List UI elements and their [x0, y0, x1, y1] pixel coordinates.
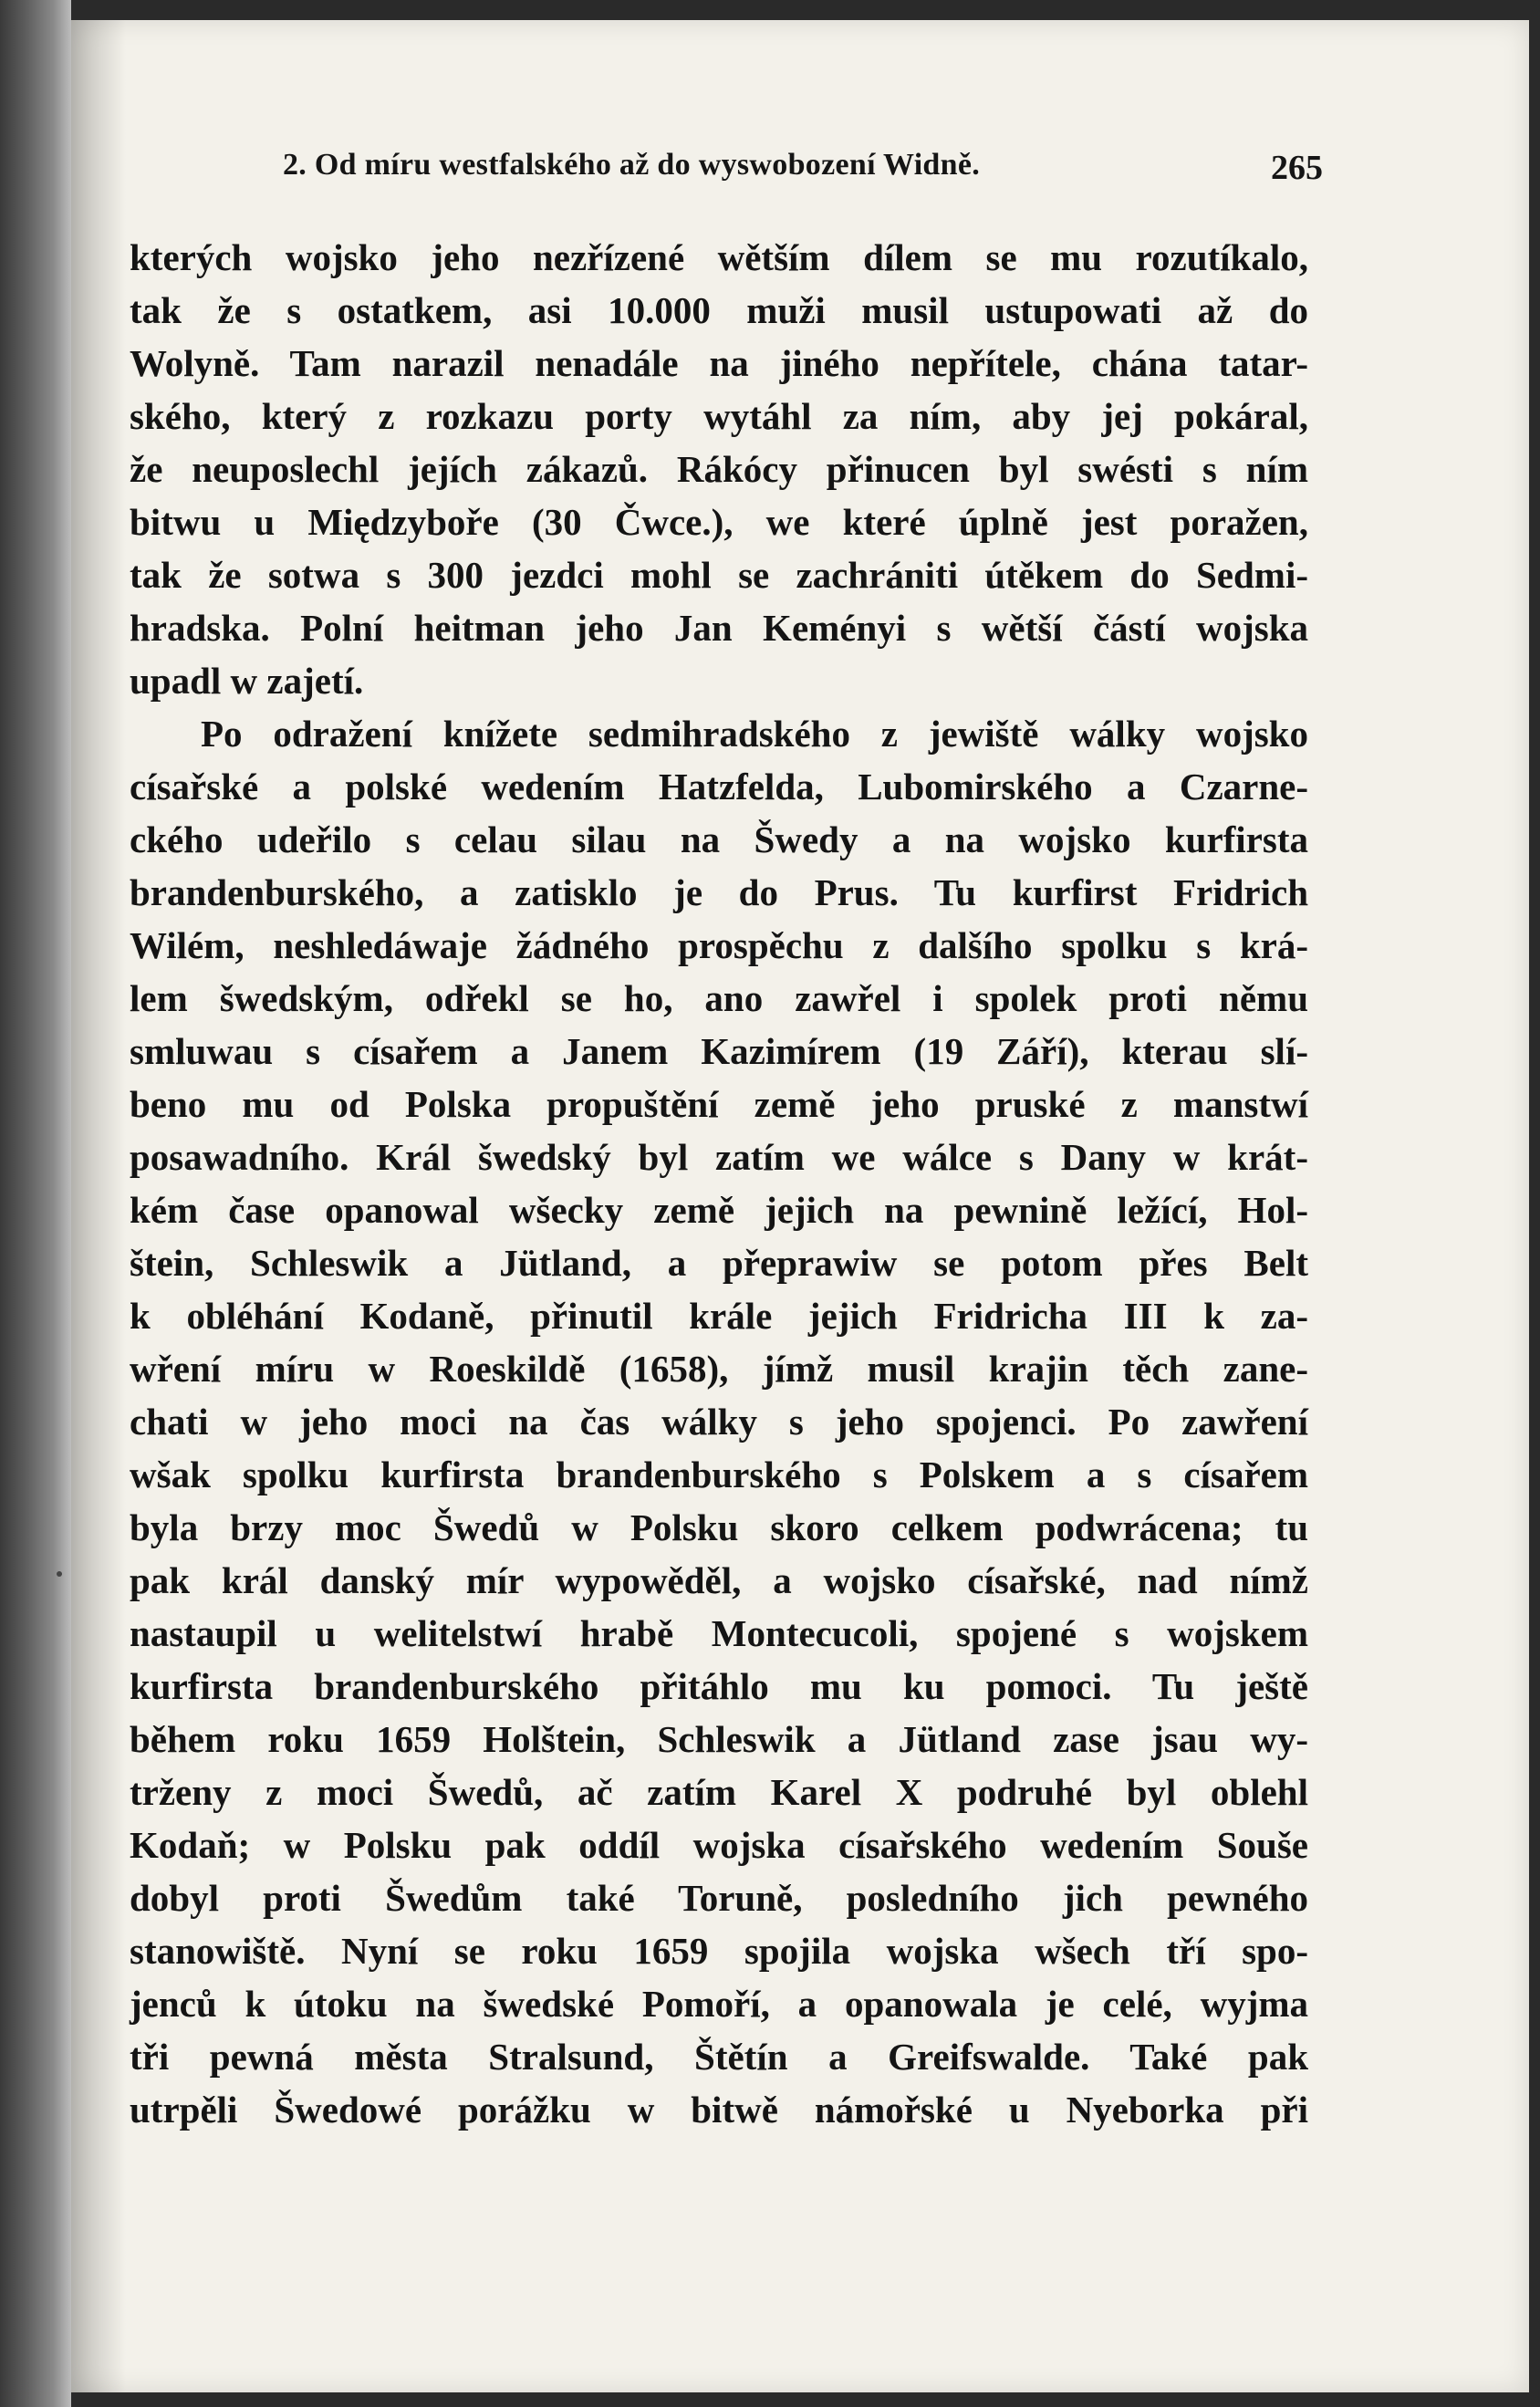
text-line: chati w jeho moci na čas wálky s jeho spojenci. Po zawření: [130, 1401, 1308, 1443]
text-line: wření míru w Roeskildě (1658), jímž musil krajin těch zane-: [130, 1348, 1308, 1390]
text-line: Kodaň; w Polsku pak oddíl wojska císařského wedením Souše: [130, 1824, 1308, 1866]
text-line: nastaupil u welitelstwí hrabě Montecucoli, spojené s wojskem: [130, 1612, 1308, 1654]
text-line: wšak spolku kurfirsta brandenburského s Polskem a s císařem: [130, 1454, 1308, 1495]
text-line: Wolyně. Tam narazil nenadále na jiného nepřítele, chána tatar-: [130, 342, 1308, 384]
scan-speck: [57, 1571, 62, 1577]
text-line: Wilém, neshledáwaje žádného prospěchu z dalšího spolku s krá-: [130, 924, 1308, 966]
text-line: kurfirsta brandenburského přitáhlo mu ku pomoci. Tu ještě: [130, 1665, 1308, 1707]
text-line: tak že sotwa s 300 jezdci mohl se zachrániti útěkem do Sedmi-: [130, 554, 1308, 596]
scan-left-edge: [0, 0, 71, 2407]
text-line: štein, Schleswik a Jütland, a přeprawiw se potom přes Belt: [130, 1242, 1308, 1284]
text-line: k obléhání Kodaně, přinutil krále jejich Fridricha III k za-: [130, 1295, 1308, 1337]
text-line: že neuposlechl jejích zákazů. Rákócy přinucen byl swésti s ním: [130, 448, 1308, 490]
text-line: kém čase opanowal wšecky země jejich na pewnině ležící, Hol-: [130, 1189, 1308, 1231]
text-line: tři pewná města Stralsund, Štětín a Greifswalde. Také pak: [130, 2036, 1308, 2078]
body-text: [130, 231, 1308, 2136]
text-line: ckého udeřilo s celau silau na Šwedy a na wojsko kurfirsta: [130, 818, 1308, 860]
text-line: dobyl proti Šwedům také Toruně, posledního jich pewného: [130, 1877, 1308, 1919]
text-line: brandenburského, a zatisklo je do Prus. Tu kurfirst Fridrich: [130, 871, 1308, 913]
text-line: lem šwedským, odřekl se ho, ano zawřel i spolek proti němu: [130, 977, 1308, 1019]
running-head: [283, 148, 1323, 203]
text-line: během roku 1659 Holštein, Schleswik a Jütland zase jsau wy-: [130, 1718, 1308, 1760]
text-line: jenců k útoku na šwedské Pomoří, a opanowala je celé, wyjma: [130, 1983, 1308, 2025]
text-line: kterých wojsko jeho nezřízené wětším dílem se mu rozutíkalo,: [130, 236, 1308, 278]
text-line: smluwau s císařem a Janem Kazimírem (19 Září), kterau slí-: [130, 1030, 1308, 1072]
text-line: posawadního. Král šwedský byl zatím we wálce s Dany w krát-: [130, 1136, 1308, 1178]
text-line: tak že s ostatkem, asi 10.000 muži musil ustupowati až do: [130, 289, 1308, 331]
text-line: utrpěli Šwedowé porážku w bitwě námořské u Nyeborka při: [130, 2089, 1308, 2131]
running-head-title: 2. Od míru westfalského až do wyswobození Widně.: [283, 148, 981, 182]
text-line: pak král danský mír wypowěděl, a wojsko císařské, nad nímž: [130, 1559, 1308, 1601]
text-line: beno mu od Polska propuštění země jeho pruské z manstwí: [130, 1083, 1308, 1125]
text-line: stanowiště. Nyní se roku 1659 spojila wojska wšech tří spo-: [130, 1930, 1308, 1972]
text-line: upadl w zajetí.: [130, 660, 364, 702]
page-gutter-shadow: [71, 20, 126, 2392]
text-line: bitwu u Międzyboře (30 Čwce.), we které úplně jest poražen,: [130, 501, 1308, 543]
page-number: 265: [1271, 149, 1323, 187]
text-line: císařské a polské wedením Hatzfelda, Lubomirského a Czarne-: [130, 766, 1308, 808]
text-line: Po odražení knížete sedmihradského z jewiště wálky wojsko: [201, 713, 1308, 755]
text-line: byla brzy moc Šwedů w Polsku skoro celkem podwrácena; tu: [130, 1506, 1308, 1548]
text-line: hradska. Polní heitman jeho Jan Keményi s wětší částí wojska: [130, 607, 1308, 649]
text-line: ského, který z rozkazu porty wytáhl za ním, aby jej pokáral,: [130, 395, 1308, 437]
text-line: trženy z moci Šwedů, ač zatím Karel X podruhé byl oblehl: [130, 1771, 1308, 1813]
